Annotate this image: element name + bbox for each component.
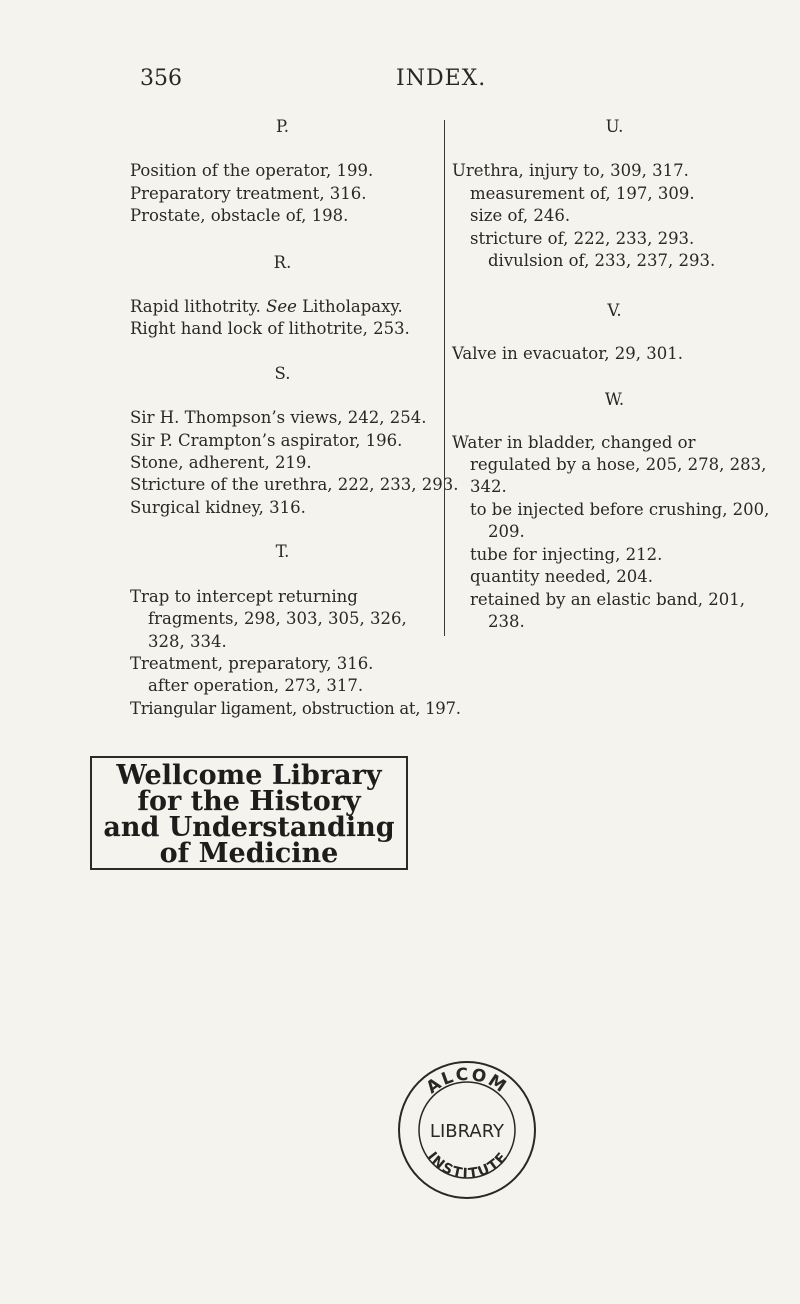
index-entry: Water in bladder, changed or regulated by a hose, 205, 278, 283, 342.: [452, 432, 767, 497]
index-entry: Treatment, preparatory, 316.: [130, 653, 374, 673]
seal-center-text: LIBRARY: [429, 1121, 505, 1142]
index-subentry: to be injected before crushing, 200, 209.: [470, 499, 770, 542]
index-entry: Stricture of the urethra, 222, 233, 293.: [130, 475, 459, 495]
section-letter-t: T.: [275, 542, 290, 562]
stamp-line: of Medicine: [159, 838, 339, 869]
index-subentry: tube for injecting, 212.: [470, 544, 663, 564]
column-divider: [444, 120, 445, 636]
section-letter-p: P.: [275, 117, 289, 136]
index-column-right: [452, 116, 777, 633]
seal-arc-bottom: INSTITUTE: [423, 1148, 512, 1183]
index-subentry: quantity needed, 204.: [470, 567, 654, 587]
index-entry: Triangular ligament, obstruction at, 197.: [130, 698, 461, 718]
stamp-line: for the History: [137, 786, 361, 817]
svg-text:INSTITUTE: [424, 1149, 512, 1182]
index-entry: Preparatory treatment, 316.: [130, 183, 367, 203]
section-letter-w: W.: [604, 390, 625, 410]
index-subentry: after operation, 273, 317.: [148, 676, 364, 696]
index-entry: Urethra, injury to, 309, 317.: [452, 161, 689, 181]
seal-arc-top: ALCOM: [422, 1064, 512, 1099]
index-entry: Sir H. Thompson’s views, 242, 254.: [130, 408, 427, 428]
institute-seal: [395, 1058, 540, 1203]
section-letter-r: R.: [273, 252, 292, 272]
index-entry: Prostate, obstacle of, 198.: [130, 206, 349, 226]
stamp-line: Wellcome Library: [116, 760, 382, 791]
stamp-line: and Understanding: [103, 812, 395, 843]
index-entry: Rapid lithotrity. See Litholapaxy.: [130, 297, 403, 317]
index-entry: Trap to intercept returning fragments, 298, 303, 305, 326, 328, 334.: [130, 586, 407, 651]
section-letter-v: V.: [607, 301, 622, 321]
index-subentry: retained by an elastic band, 201, 238.: [470, 589, 745, 631]
section-letter-s: S.: [274, 363, 291, 383]
page-number: 356: [140, 66, 182, 91]
library-stamp: [90, 756, 408, 870]
index-entry: Sir P. Crampton’s aspirator, 196.: [130, 430, 403, 450]
index-entry: Valve in evacuator, 29, 301.: [452, 343, 683, 363]
index-column-left: [130, 116, 461, 720]
index-subentry: divulsion of, 233, 237, 293.: [488, 251, 716, 271]
index-subentry: measurement of, 197, 309.: [470, 183, 695, 203]
running-head: INDEX.: [396, 66, 487, 91]
index-entry: Surgical kidney, 316.: [130, 497, 306, 517]
index-entry: Right hand lock of lithotrite, 253.: [130, 319, 410, 339]
index-subentry: stricture of, 222, 233, 293.: [470, 228, 695, 248]
index-entry: Stone, adherent, 219.: [130, 453, 312, 473]
section-letter-u: U.: [605, 117, 624, 136]
index-subentry: size of, 246.: [470, 206, 571, 226]
index-entry: Position of the operator, 199.: [130, 161, 374, 181]
